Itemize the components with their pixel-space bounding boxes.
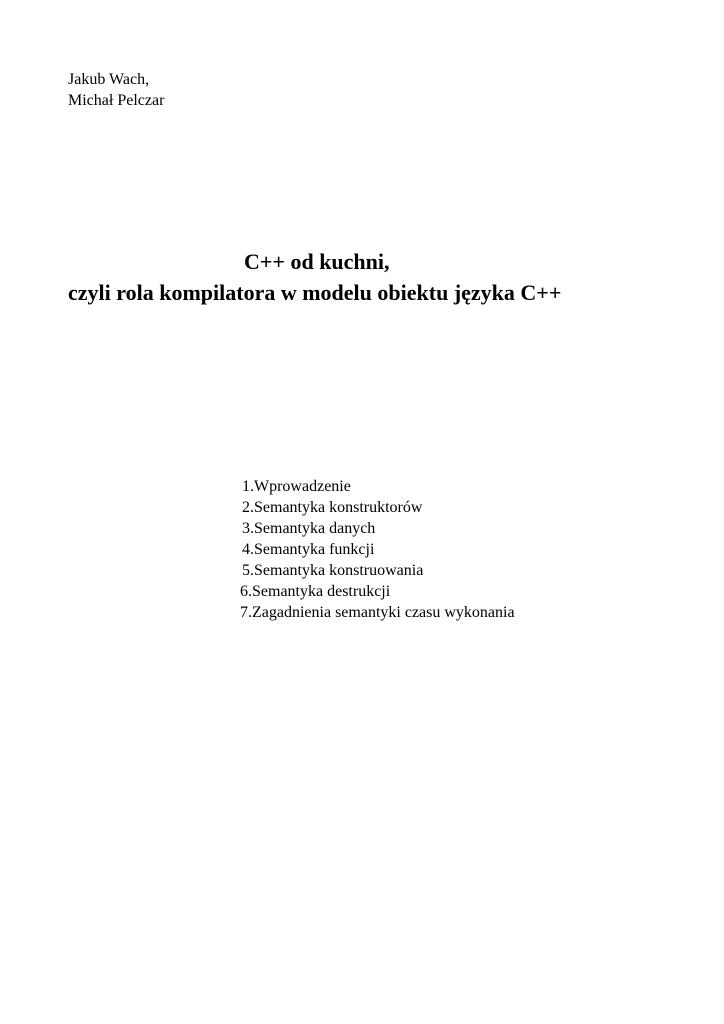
toc-item: 1.Wprowadzenie bbox=[242, 478, 351, 495]
author-name: Jakub Wach, bbox=[68, 71, 150, 88]
title-line: C++ od kuchni, bbox=[244, 249, 390, 274]
toc-item: 2.Semantyka konstruktorów bbox=[242, 499, 423, 516]
author-name: Michał Pelczar bbox=[68, 92, 165, 109]
toc-item: 4.Semantyka funkcji bbox=[242, 541, 375, 558]
toc-item: 6.Semantyka destrukcji bbox=[240, 583, 391, 600]
toc-item: 5.Semantyka konstruowania bbox=[242, 562, 424, 579]
toc-item: 3.Semantyka danych bbox=[242, 520, 376, 537]
title-line: czyli rola kompilatora w modelu obiektu języka C++ bbox=[68, 280, 562, 305]
toc-item: 7.Zagadnienia semantyki czasu wykonania bbox=[240, 604, 515, 621]
authors-block bbox=[68, 69, 164, 111]
